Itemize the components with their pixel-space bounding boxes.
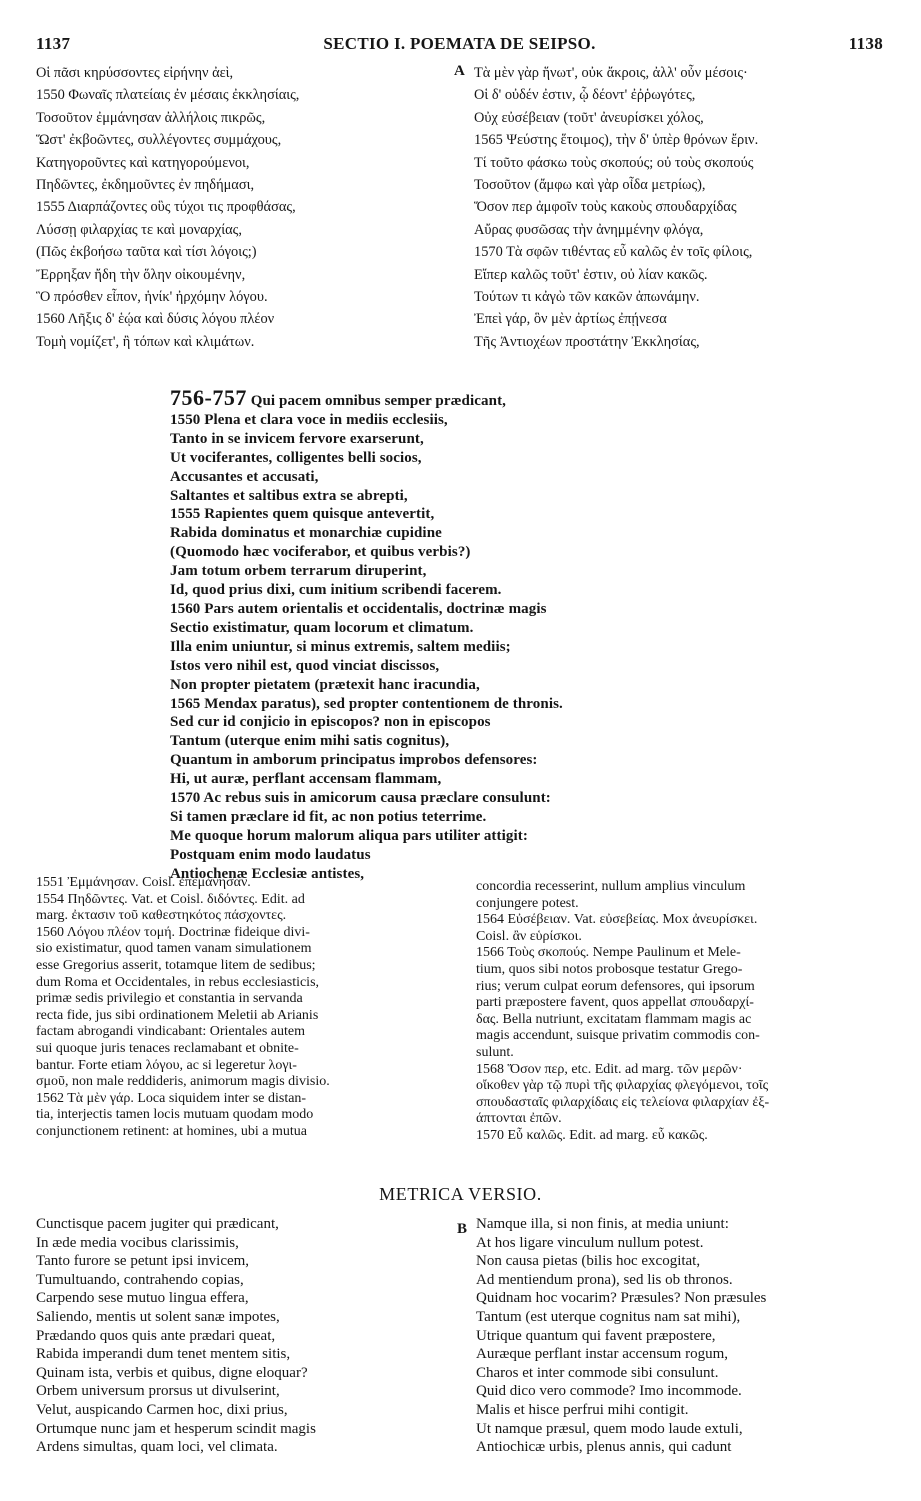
greek-line: Ὅσον περ ἀμφοῖν τοὺς κακοὺς σπουδαρχίδας [474, 199, 737, 216]
verse-line: Cunctisque pacem jugiter qui prædicant, [36, 1216, 279, 1232]
greek-line: Ἔρρηξαν ἤδη τὴν ὅλην οἰκουμένην, [36, 266, 246, 283]
footnote-line: sulunt. [476, 1044, 514, 1060]
verse-line: Quidnam hoc vocarim? Præsules? Non præsules [476, 1290, 767, 1307]
latin-line: Hi, ut auræ, perflant accensam flammam, [170, 771, 442, 788]
greek-line: Τῆς Ἀντιοχέων προστάτην Ἐκκλησίας, [474, 333, 700, 350]
greek-line: 1565 Ψεύστης ἕτοιμος), τὴν δ' ὑπὲρ θρόνων ἔριν. [474, 132, 759, 149]
greek-line: (Πῶς ἐκβοήσω ταῦτα καὶ τίσι λόγοις;) [36, 244, 257, 261]
verse-line: Ut namque præsul, quem modo laude extuli, [476, 1420, 743, 1437]
greek-line: Κατηγοροῦντες καὶ κατηγορούμενοι, [36, 154, 250, 171]
greek-line: Ὥστ' ἐκβοῶντες, συλλέγοντες συμμάχους, [36, 132, 282, 149]
latin-line: Jam totum orbem terrarum diruperint, [170, 563, 427, 580]
footnote-line: 1564 Εὐσέβειαν. Vat. εὐσεβείας. Mox ἀνευρίσκει. [476, 912, 758, 928]
verse-line: Charos et inter commode sibi consulunt. [476, 1364, 719, 1381]
latin-line: Rabida dominatus et monarchiæ cupidine [170, 525, 442, 542]
column-marker-b: B [457, 1221, 468, 1237]
latin-line: (Quomodo hæc vociferabor, et quibus verbis?) [170, 544, 471, 561]
greek-line: Τομὴ νομίζετ', ἢ τόπων καὶ κλιμάτων. [36, 333, 255, 350]
latin-line: 1570 Ac rebus suis in amicorum causa præclare consulunt: [170, 790, 551, 807]
footnote-line: conjunctionem retinent: at homines, ubi a mutua [36, 1123, 307, 1139]
latin-line: 1555 Rapientes quem quisque antevertit, [170, 506, 435, 523]
footnote-line: 1566 Τοὺς σκοπούς. Nempe Paulinum et Mele- [476, 945, 741, 961]
verse-line: Velut, auspicando Carmen hoc, dixi prius, [36, 1401, 288, 1418]
metrica-right-column [476, 1215, 896, 1457]
verse-line: Non causa pietas (bilis hoc excogitat, [476, 1253, 701, 1270]
verse-line: Carpendo sese mutuo lingua effera, [36, 1290, 249, 1307]
greek-line: 1550 Φωναῖς πλατείαις ἐν μέσαις ἐκκλησίαις, [36, 87, 300, 104]
latin-line: Qui pacem omnibus semper prædicant, [250, 393, 507, 409]
verse-line: Ortumque nunc jam et hesperum scindit magis [36, 1420, 316, 1437]
page-header [36, 34, 883, 58]
verse-line: Antiochicæ urbis, plenus annis, qui cadunt [476, 1439, 732, 1456]
footnote-line: recta fide, jus sibi ordinationem Meletii ab Arianis [36, 1007, 319, 1023]
verse-line: Quinam ista, verbis et quibus, digne eloquar? [36, 1364, 308, 1381]
latin-line: Sectio existimatur, quam locorum et climatum. [170, 619, 474, 636]
greek-line: Τούτων τι κἀγὼ τῶν κακῶν ἀπωνάμην. [474, 289, 700, 306]
greek-line: Τὰ μὲν γὰρ ἥνωτ', οὐκ ἄκροις, ἀλλ' οὖν μέσοις· [474, 65, 748, 81]
greek-text-right-column [474, 62, 886, 353]
verse-line: Ardens simultas, quam loci, vel climata. [36, 1439, 278, 1456]
footnote-line: tia, interjectis tamen locis mutuam quodam modo [36, 1107, 314, 1123]
greek-line: 1570 Τὰ σφῶν τιθέντας εὖ καλῶς ἐν τοῖς φίλοις, [474, 244, 753, 261]
footnote-line: 1562 Τὰ μὲν γάρ. Loca siquidem inter se distan- [36, 1090, 307, 1106]
verse-line: Tumultuando, contrahendo copias, [36, 1271, 244, 1288]
metrica-left-column [36, 1215, 456, 1457]
verse-line: Auræque perflant instar accensum rogum, [476, 1346, 729, 1363]
latin-line: Non propter pietatem (prætexit hanc iracundia, [170, 676, 480, 693]
latin-line: Accusantes et accusati, [170, 468, 319, 485]
greek-line: Οὐχ εὐσέβειαν (τοῦτ' ἀνευρίσκει χόλος, [474, 109, 704, 126]
footnote-line: 1568 Ὅσον περ, etc. Edit. ad marg. τῶν μερῶν· [476, 1061, 743, 1077]
footnote-line: sio existimatur, quod tamen vanam simulationem [36, 941, 312, 957]
greek-line: Πηδῶντες, ἐκδημοῦντες ἐν πηδήμασι, [36, 177, 255, 194]
latin-line: Illa enim uniuntur, si minus extremis, saltem mediis; [170, 638, 511, 655]
footnote-line: primæ sedis privilegio et constantia in servanda [36, 991, 303, 1007]
verse-line: Namque illa, si non finis, at media uniunt: [476, 1216, 729, 1232]
verse-line: Orbem universum prorsus ut divulserint, [36, 1383, 280, 1400]
verse-line: Rabida imperandi dum tenet mentem sitis, [36, 1346, 291, 1363]
footnote-line: tium, quos sibi notos probosque testatur Grego- [476, 961, 743, 977]
greek-line: Ἐπεὶ γάρ, ὃν μὲν ἀρτίως ἐπῄνεσα [474, 311, 667, 328]
footnote-line: 1560 Λόγου πλέον τομή. Doctrinæ fideique divi- [36, 924, 310, 940]
latin-line: Sed cur id conjicio in episcopos? non in episcopos [170, 714, 491, 731]
latin-line: Antiochenæ Ecclesiæ antistes, [170, 865, 365, 882]
greek-line: Ὃ πρόσθεν εἶπον, ἡνίκ' ἠρχόμην λόγου. [36, 289, 268, 306]
verse-line: Prædando quos quis ante prædari queat, [36, 1327, 276, 1344]
footnote-line: rius; verum culpat eorum defensores, qui ipsorum [476, 978, 755, 994]
footnote-line: 1554 Πηδῶντες. Vat. et Coisl. διδόντες. Edit. ad [36, 891, 305, 907]
footnote-line: concordia recesserint, nullum amplius vinculum [476, 879, 746, 894]
footnote-line: σμοῦ, non male reddideris, animorum magis divisio. [36, 1074, 330, 1090]
footnote-line: esse Gregorius asserit, totamque litem de sedibus; [36, 957, 316, 973]
greek-line: Τοσοῦτον ἐμμάνησαν ἀλλήλοις πικρῶς, [36, 109, 266, 126]
latin-line: 1550 Plena et clara voce in mediis ecclesiis, [170, 411, 448, 428]
footnote-line: sui quoque juris tenaces reclamabant et obnite- [36, 1040, 299, 1056]
footnote-line: marg. ἐκτασιν τοῦ καθεστηκότος πάσχοντες. [36, 908, 287, 924]
latin-line: Tanto in se invicem fervore exarserunt, [170, 430, 424, 447]
footnotes-right-column [476, 879, 886, 1145]
greek-line: Οἱ πᾶσι κηρύσσοντες εἰρήνην ἀεὶ, [36, 65, 234, 81]
greek-line: 1560 Λῆξις δ' ἑῴα καὶ δύσις λόγου πλέον [36, 311, 275, 328]
latin-translation [170, 385, 730, 884]
greek-line: 1555 Διαρπάζοντες οὓς τύχοι τις προφθάσας, [36, 199, 296, 216]
footnote-line: conjungere potest. [476, 895, 579, 911]
greek-line: Λύσσῃ φιλαρχίας τε καὶ μοναρχίας, [36, 221, 242, 238]
greek-text-left-column [36, 62, 448, 353]
verse-line: Malis et hisce perfrui mihi contigit. [476, 1401, 689, 1418]
greek-line: Τί τοῦτο φάσκω τοὺς σκοπούς; οὐ τοὺς σκοπούς [474, 154, 754, 171]
footnote-line: factam abrogandi vindicabant: Orientales autem [36, 1024, 306, 1040]
latin-line: 1560 Pars autem orientalis et occidentalis, doctrinæ magis [170, 600, 547, 617]
latin-line: Istos vero nihil est, quod vinciat discissos, [170, 657, 440, 674]
footnote-line: 1570 Εὖ καλῶς. Edit. ad marg. εὖ κακῶς. [476, 1127, 708, 1143]
latin-first-line [170, 385, 730, 411]
verse-line: Quid dico vero commode? Imo incommode. [476, 1383, 742, 1400]
verse-line: Ad mentiendum prona), sed lis ob thronos. [476, 1271, 733, 1288]
column-number: 756-757 [170, 385, 247, 410]
page-number-left: 1137 [36, 34, 71, 53]
verse-line: At hos ligare vinculum nullum potest. [476, 1234, 704, 1251]
page-number-right: 1138 [848, 34, 883, 53]
footnotes-left-column [36, 875, 454, 1141]
verse-line: Tantum (est uterque cognitus nam sat mihi), [476, 1308, 741, 1325]
footnote-line: parti præpostere favent, quos appellat σπουδαρχί- [476, 995, 754, 1011]
latin-line: 1565 Mendax paratus), sed propter contentionem de thronis. [170, 695, 563, 712]
verse-line: Saliendo, mentis ut solent sanæ impotes, [36, 1308, 280, 1325]
metrica-versio-heading: METRICA VERSIO. [379, 1184, 542, 1204]
greek-line: Εἴπερ καλῶς τοῦτ' ἐστιν, οὐ λίαν κακῶς. [474, 266, 708, 283]
footnote-line: άπτονται ἐπῶν. [476, 1111, 562, 1127]
verse-line: Tanto furore se petunt ipsi invicem, [36, 1253, 250, 1270]
verse-line: In æde media vocibus clarissimis, [36, 1234, 239, 1251]
footnote-line: οἴκοθεν γὰρ τῷ πυρὶ τῆς φιλαρχίας φλεγόμενοι, τοῖς [476, 1078, 769, 1094]
verse-line: Utrique quantum qui favent præpostere, [476, 1327, 716, 1344]
latin-line: Quantum in amborum principatus improbos defensores: [170, 752, 538, 769]
footnote-line: dum Roma et Occidentales, in rebus ecclesiasticis, [36, 974, 320, 990]
latin-line: Postquam enim modo laudatus [170, 846, 371, 863]
footnote-line: Coisl. ἂν εὑρίσκοι. [476, 928, 582, 944]
footnote-line: δας. Bella nutriunt, excitatam flammam magis ac [476, 1011, 752, 1027]
footnote-line: bantur. Forte etiam λόγου, ac si legeretur λογι- [36, 1057, 297, 1073]
column-marker-a: A [454, 63, 465, 79]
greek-line: Οἱ δ' οὐδέν ἐστιν, ᾧ δέοντ' ἐῤῥωγότες, [474, 87, 696, 104]
footnote-line: 1551 Ἐμμάνησαν. Coisl. ἐπεμάνησαν. [36, 875, 251, 890]
latin-line: Saltantes et saltibus extra se abrepti, [170, 487, 408, 504]
latin-line: Tantum (uterque enim mihi satis cognitus), [170, 733, 450, 750]
greek-line: Αὔρας φυσῶσας τὴν ἀνημμένην φλόγα, [474, 221, 704, 238]
latin-line: Me quoque horum malorum aliqua pars utiliter attigit: [170, 827, 528, 844]
footnote-line: σπουδασταῖς φιλαρχίδαις εἰς τελείονα φιλαρχίαν ἐξ- [476, 1094, 770, 1110]
latin-line: Id, quod prius dixi, cum initium scribendi facerem. [170, 582, 502, 599]
running-title: SECTIO I. POEMATA DE SEIPSO. [323, 34, 596, 53]
greek-line: Τοσοῦτον (ἄμφω καὶ γὰρ οἶδα μετρίως), [474, 177, 706, 194]
latin-line: Si tamen præclare id fit, ac non potius teterrime. [170, 808, 487, 825]
latin-line: Ut vociferantes, colligentes belli socios, [170, 449, 422, 466]
footnote-line: magis accendunt, suisque privatim commodis con- [476, 1028, 760, 1044]
